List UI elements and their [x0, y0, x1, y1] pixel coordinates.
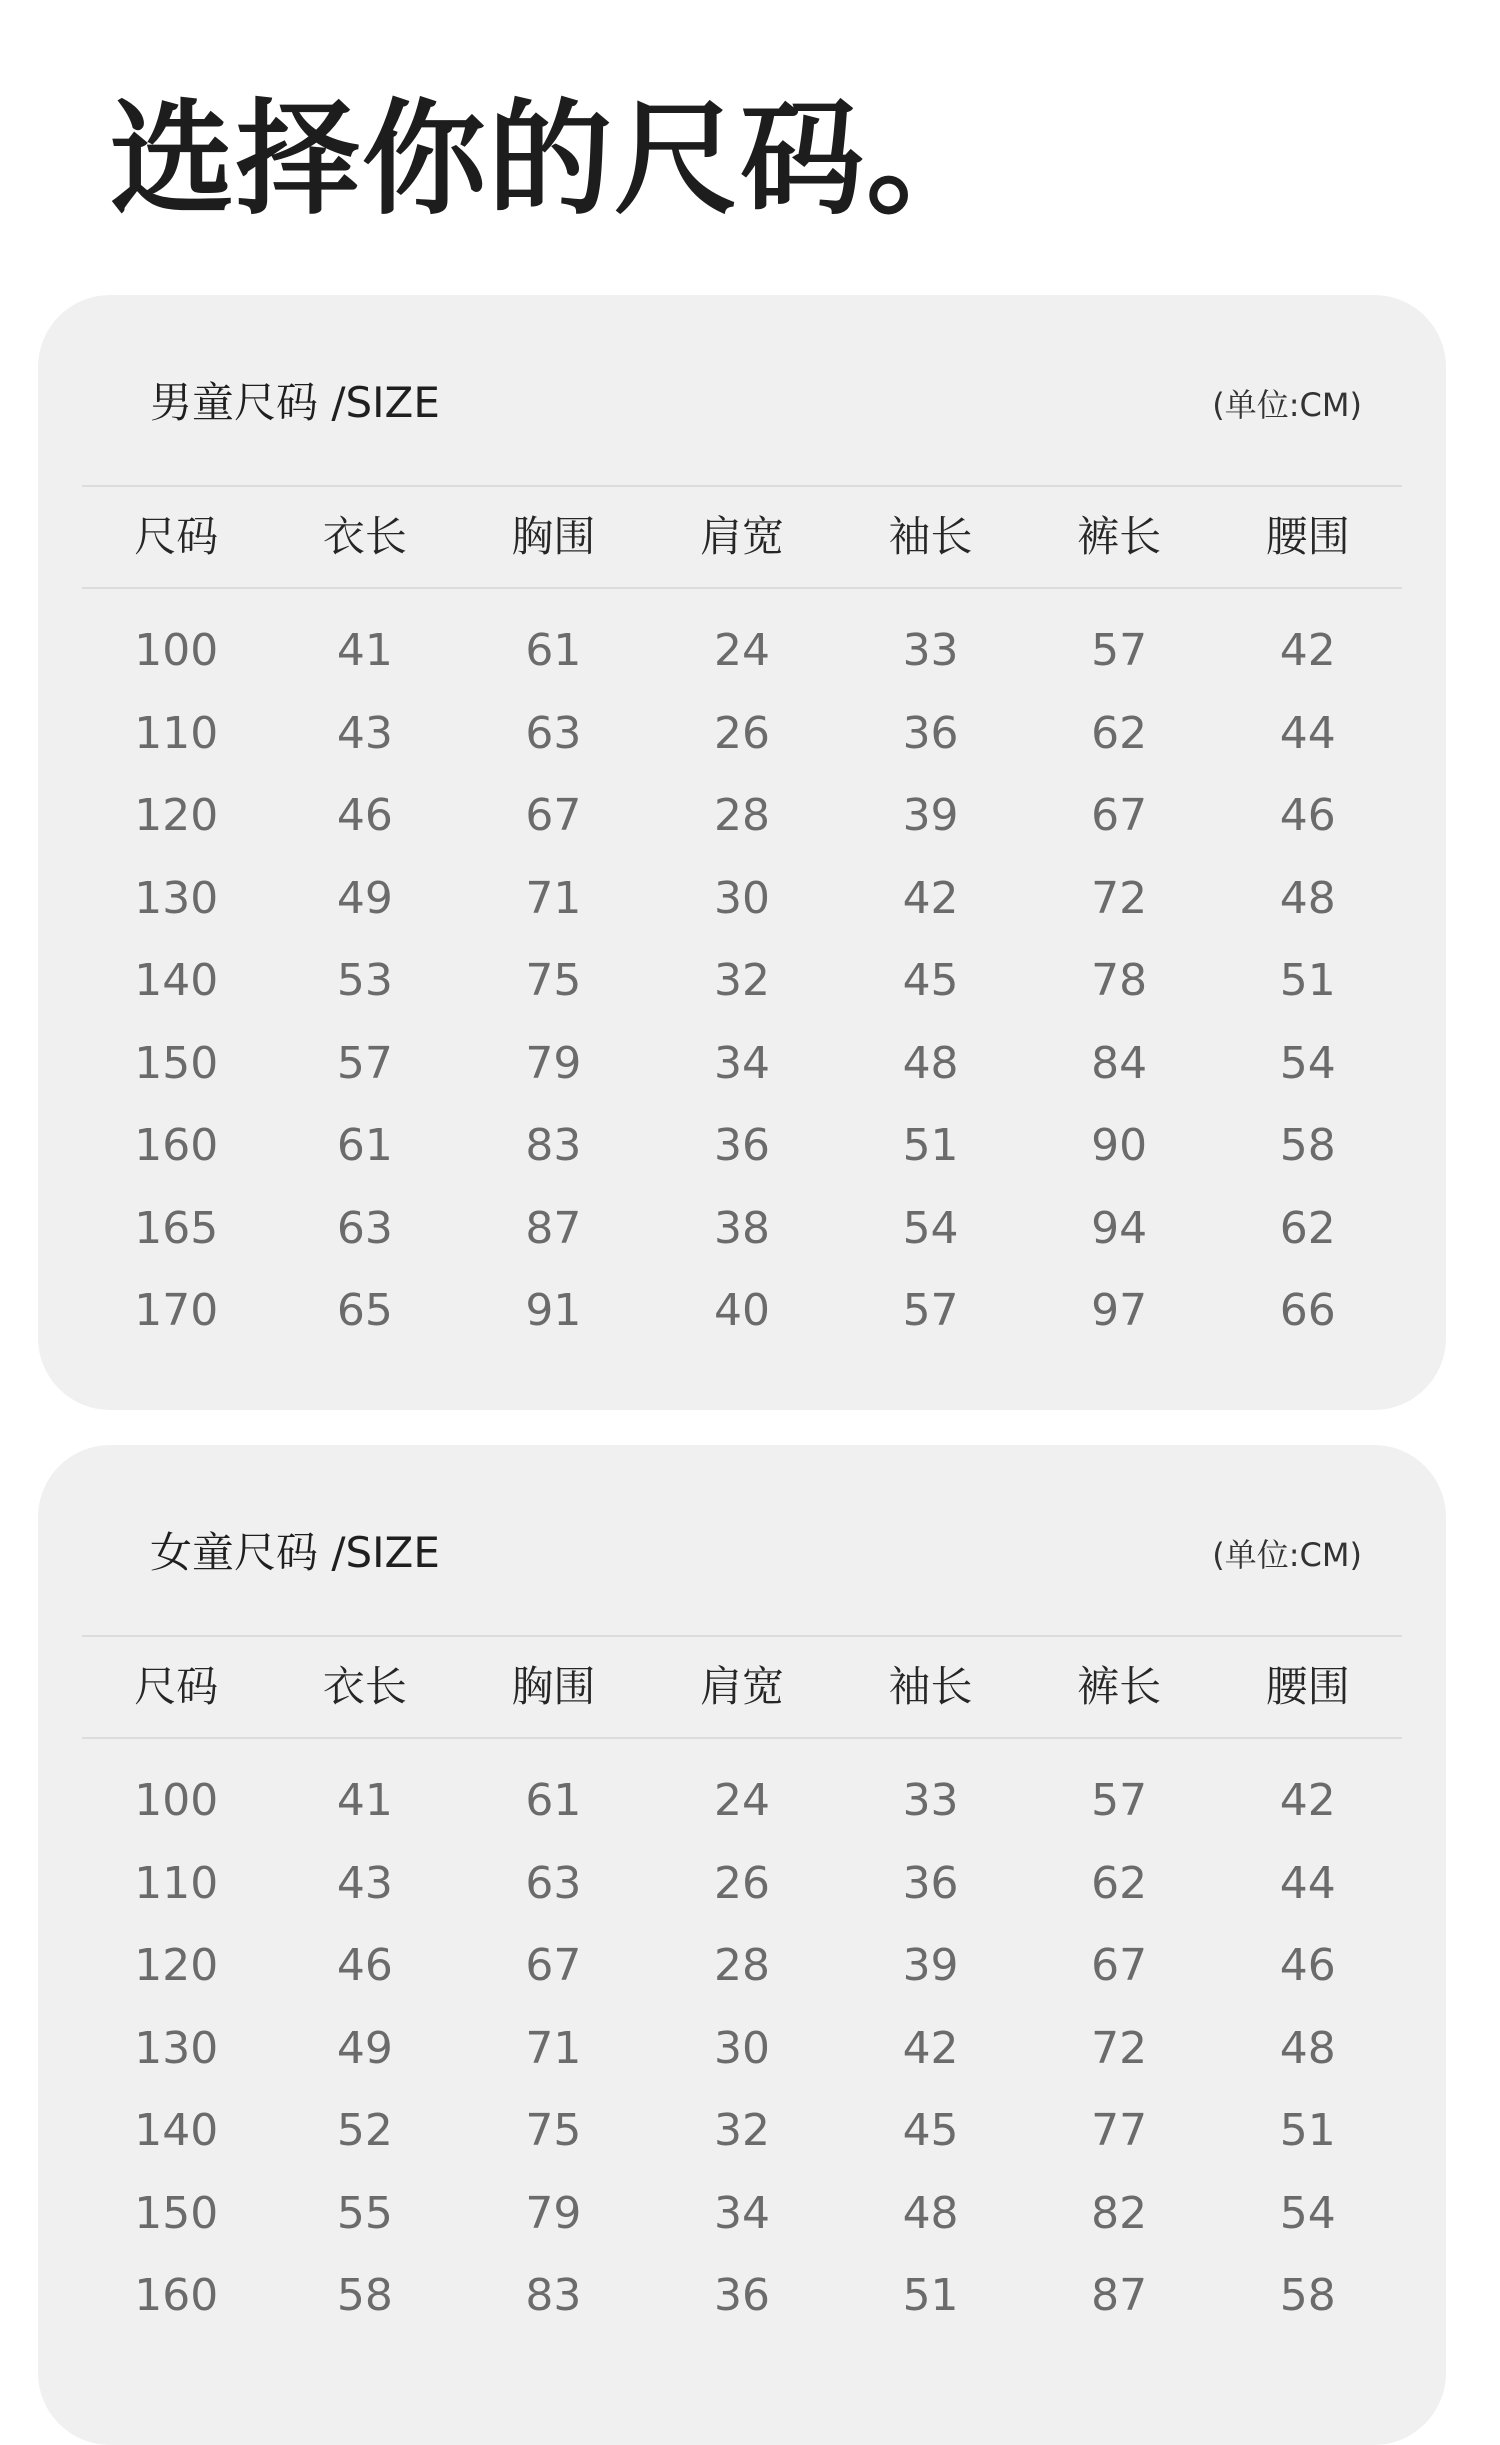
cell-size: 165 — [134, 1202, 219, 1254]
cell-pants-length: 57 — [1091, 625, 1148, 677]
column-header-chest: 胸围 — [511, 1662, 596, 1711]
cell-chest: 63 — [525, 1857, 582, 1909]
cell-shoulder: 24 — [713, 1775, 770, 1827]
cell-length: 61 — [336, 1120, 393, 1172]
cell-length: 52 — [336, 2105, 393, 2157]
column-header-shoulder: 肩宽 — [699, 512, 784, 561]
cell-waist: 46 — [1279, 1940, 1336, 1992]
cell-chest: 61 — [525, 1775, 582, 1827]
column-header-shoulder: 肩宽 — [699, 1662, 784, 1711]
cell-pants-length: 84 — [1091, 1037, 1148, 1089]
cell-pants-length: 67 — [1091, 790, 1148, 842]
cell-waist: 62 — [1279, 1202, 1336, 1254]
cell-pants-length: 90 — [1091, 1120, 1148, 1172]
cell-waist: 46 — [1279, 790, 1336, 842]
table-row — [82, 940, 1402, 1023]
column-header-waist: 腰围 — [1265, 512, 1350, 561]
cell-sleeve: 48 — [902, 2187, 959, 2239]
girls-size-card — [38, 1445, 1446, 2445]
column-header-sleeve: 袖长 — [888, 512, 973, 561]
cell-chest: 71 — [525, 872, 582, 924]
boys-card-header — [110, 375, 1374, 431]
cell-sleeve: 45 — [902, 2105, 959, 2157]
column-header-chest: 胸围 — [511, 512, 596, 561]
cell-waist: 51 — [1279, 955, 1336, 1007]
cell-shoulder: 26 — [713, 1857, 770, 1909]
cell-shoulder: 30 — [713, 872, 770, 924]
table-row — [82, 1188, 1402, 1271]
cell-length: 63 — [336, 1202, 393, 1254]
cell-size: 120 — [134, 790, 219, 842]
boys-unit-label: (单位:CM) — [1212, 386, 1362, 424]
cell-sleeve: 36 — [902, 707, 959, 759]
cell-waist: 58 — [1279, 1120, 1336, 1172]
cell-sleeve: 39 — [902, 1940, 959, 1992]
cell-sleeve: 36 — [902, 1857, 959, 1909]
cell-sleeve: 42 — [902, 872, 959, 924]
cell-pants-length: 62 — [1091, 707, 1148, 759]
cell-sleeve: 51 — [902, 2270, 959, 2322]
cell-pants-length: 72 — [1091, 872, 1148, 924]
cell-length: 49 — [336, 2022, 393, 2074]
cell-pants-length: 97 — [1091, 1285, 1148, 1337]
table-row — [82, 1925, 1402, 2008]
table-row — [82, 2008, 1402, 2091]
table-row — [82, 1270, 1402, 1353]
cell-pants-length: 67 — [1091, 1940, 1148, 1992]
cell-waist: 54 — [1279, 1037, 1336, 1089]
cell-size: 110 — [134, 1857, 219, 1909]
cell-length: 57 — [336, 1037, 393, 1089]
table-row — [82, 858, 1402, 941]
column-header-pants-length: 裤长 — [1077, 1662, 1162, 1711]
cell-shoulder: 28 — [713, 790, 770, 842]
table-row — [82, 2255, 1402, 2338]
cell-pants-length: 82 — [1091, 2187, 1148, 2239]
cell-size: 120 — [134, 1940, 219, 1992]
cell-pants-length: 62 — [1091, 1857, 1148, 1909]
cell-size: 110 — [134, 707, 219, 759]
cell-chest: 79 — [525, 1037, 582, 1089]
cell-length: 46 — [336, 1940, 393, 1992]
boys-size-card — [38, 295, 1446, 1410]
cell-sleeve: 57 — [902, 1285, 959, 1337]
cell-pants-length: 78 — [1091, 955, 1148, 1007]
girls-unit-label: (单位:CM) — [1212, 1536, 1362, 1574]
cell-waist: 42 — [1279, 1775, 1336, 1827]
cell-pants-length: 57 — [1091, 1775, 1148, 1827]
table-row — [82, 610, 1402, 693]
table-row — [82, 1105, 1402, 1188]
column-header-sleeve: 袖长 — [888, 1662, 973, 1711]
cell-sleeve: 39 — [902, 790, 959, 842]
girls-size-title: 女童尺码 /SIZE — [150, 1528, 440, 1577]
table-row — [82, 2090, 1402, 2173]
table-row — [82, 1023, 1402, 1106]
cell-shoulder: 34 — [713, 2187, 770, 2239]
cell-waist: 66 — [1279, 1285, 1336, 1337]
girls-column-headers — [82, 1637, 1402, 1737]
cell-pants-length: 87 — [1091, 2270, 1148, 2322]
cell-size: 150 — [134, 2187, 219, 2239]
cell-chest: 83 — [525, 2270, 582, 2322]
cell-waist: 58 — [1279, 2270, 1336, 2322]
cell-length: 41 — [336, 1775, 393, 1827]
cell-chest: 91 — [525, 1285, 582, 1337]
cell-size: 140 — [134, 955, 219, 1007]
cell-shoulder: 32 — [713, 955, 770, 1007]
cell-length: 53 — [336, 955, 393, 1007]
cell-shoulder: 28 — [713, 1940, 770, 1992]
boys-header-bottom-divider — [82, 587, 1402, 589]
boys-size-rows — [82, 610, 1402, 1353]
cell-length: 43 — [336, 707, 393, 759]
cell-waist: 44 — [1279, 707, 1336, 759]
cell-sleeve: 42 — [902, 2022, 959, 2074]
table-row — [82, 775, 1402, 858]
girls-header-bottom-divider — [82, 1737, 1402, 1739]
cell-sleeve: 33 — [902, 625, 959, 677]
cell-length: 46 — [336, 790, 393, 842]
cell-size: 160 — [134, 1120, 219, 1172]
table-row — [82, 1843, 1402, 1926]
cell-chest: 63 — [525, 707, 582, 759]
cell-chest: 71 — [525, 2022, 582, 2074]
cell-shoulder: 36 — [713, 1120, 770, 1172]
cell-waist: 48 — [1279, 872, 1336, 924]
cell-sleeve: 33 — [902, 1775, 959, 1827]
cell-sleeve: 54 — [902, 1202, 959, 1254]
cell-shoulder: 40 — [713, 1285, 770, 1337]
boys-size-title: 男童尺码 /SIZE — [150, 378, 440, 427]
column-header-size: 尺码 — [134, 1662, 219, 1711]
table-row — [82, 693, 1402, 776]
cell-size: 170 — [134, 1285, 219, 1337]
cell-length: 65 — [336, 1285, 393, 1337]
cell-waist: 54 — [1279, 2187, 1336, 2239]
cell-size: 130 — [134, 2022, 219, 2074]
cell-chest: 75 — [525, 955, 582, 1007]
cell-shoulder: 34 — [713, 1037, 770, 1089]
table-row — [82, 1760, 1402, 1843]
cell-pants-length: 94 — [1091, 1202, 1148, 1254]
cell-pants-length: 72 — [1091, 2022, 1148, 2074]
cell-sleeve: 48 — [902, 1037, 959, 1089]
cell-length: 43 — [336, 1857, 393, 1909]
column-header-waist: 腰围 — [1265, 1662, 1350, 1711]
cell-size: 160 — [134, 2270, 219, 2322]
cell-length: 58 — [336, 2270, 393, 2322]
cell-chest: 79 — [525, 2187, 582, 2239]
cell-chest: 61 — [525, 625, 582, 677]
cell-chest: 87 — [525, 1202, 582, 1254]
girls-card-header — [110, 1525, 1374, 1581]
cell-waist: 51 — [1279, 2105, 1336, 2157]
boys-column-headers — [82, 487, 1402, 587]
cell-pants-length: 77 — [1091, 2105, 1148, 2157]
cell-waist: 42 — [1279, 625, 1336, 677]
cell-length: 49 — [336, 872, 393, 924]
cell-chest: 75 — [525, 2105, 582, 2157]
column-header-length: 衣长 — [322, 512, 407, 561]
column-header-pants-length: 裤长 — [1077, 512, 1162, 561]
cell-shoulder: 24 — [713, 625, 770, 677]
cell-size: 150 — [134, 1037, 219, 1089]
cell-length: 41 — [336, 625, 393, 677]
cell-size: 100 — [134, 1775, 219, 1827]
cell-chest: 67 — [525, 1940, 582, 1992]
cell-waist: 48 — [1279, 2022, 1336, 2074]
table-row — [82, 2173, 1402, 2256]
cell-waist: 44 — [1279, 1857, 1336, 1909]
cell-size: 140 — [134, 2105, 219, 2157]
cell-chest: 83 — [525, 1120, 582, 1172]
cell-sleeve: 51 — [902, 1120, 959, 1172]
cell-size: 100 — [134, 625, 219, 677]
cell-size: 130 — [134, 872, 219, 924]
cell-length: 55 — [336, 2187, 393, 2239]
cell-sleeve: 45 — [902, 955, 959, 1007]
cell-shoulder: 26 — [713, 707, 770, 759]
cell-shoulder: 32 — [713, 2105, 770, 2157]
cell-chest: 67 — [525, 790, 582, 842]
cell-shoulder: 36 — [713, 2270, 770, 2322]
girls-size-rows — [82, 1760, 1402, 2338]
cell-shoulder: 30 — [713, 2022, 770, 2074]
column-header-length: 衣长 — [322, 1662, 407, 1711]
cell-shoulder: 38 — [713, 1202, 770, 1254]
page-title: 选择你的尺码。 — [110, 88, 993, 232]
column-header-size: 尺码 — [134, 512, 219, 561]
